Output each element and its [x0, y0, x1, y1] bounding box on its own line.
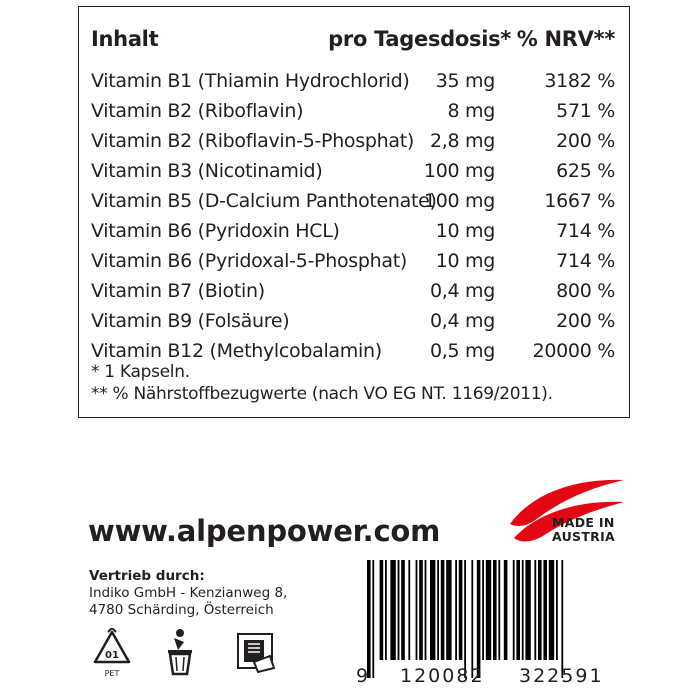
row-nrv: 714 % [556, 220, 615, 242]
barcode-left-digits: 120082 [400, 665, 485, 687]
distributor-line1: Indiko GmbH - Kenzianweg 8, [89, 585, 288, 601]
table-row [91, 276, 615, 306]
row-nrv: 200 % [556, 310, 615, 332]
barcode-first-digit: 9 [356, 665, 370, 687]
distributor-line2: 4780 Schärding, Österreich [89, 602, 274, 618]
row-nrv: 1667 % [544, 190, 615, 212]
row-name: Vitamin B9 (Folsäure) [91, 310, 290, 332]
table-row [91, 126, 615, 156]
table-row [91, 96, 615, 126]
row-name: Vitamin B3 (Nicotinamid) [91, 160, 323, 182]
row-nrv: 3182 % [544, 70, 615, 92]
distributor-label: Vertrieb durch: [89, 568, 205, 584]
pet-recycling-icon [89, 628, 135, 682]
row-nrv: 20000 % [532, 340, 615, 362]
row-dose: 0,5 mg [429, 340, 495, 362]
made-in-austria-label [552, 516, 615, 544]
recycling-code: 01 [105, 650, 119, 661]
row-dose: 2,8 mg [429, 130, 495, 152]
bin-disposal-icon [160, 628, 200, 678]
footnote-nrv: ** % Nährstoffbezugwerte (nach VO EG NT. 1169/2011). [91, 384, 553, 404]
row-nrv: 625 % [556, 160, 615, 182]
barcode-icon [355, 560, 635, 680]
table-row [91, 186, 615, 216]
table-row [91, 306, 615, 336]
made-in-line1: MADE IN [552, 515, 615, 530]
row-dose: 100 mg [423, 160, 495, 182]
row-dose: 100 mg [423, 190, 495, 212]
row-dose: 0,4 mg [429, 310, 495, 332]
row-nrv: 714 % [556, 250, 615, 272]
row-name: Vitamin B12 (Methylcobalamin) [91, 340, 382, 362]
row-dose: 35 mg [435, 70, 495, 92]
row-dose: 10 mg [435, 220, 495, 242]
table-row [91, 246, 615, 276]
row-name: Vitamin B6 (Pyridoxin HCL) [91, 220, 340, 242]
row-name: Vitamin B7 (Biotin) [91, 280, 265, 302]
header-nrv: % NRV** [516, 27, 615, 51]
made-in-line2: AUSTRIA [552, 529, 616, 544]
distributor-info [89, 568, 287, 619]
row-dose: 8 mg [447, 100, 495, 122]
table-row [91, 216, 615, 246]
header-title: Inhalt [91, 27, 159, 51]
row-name: Vitamin B2 (Riboflavin-5-Phosphat) [91, 130, 414, 152]
row-name: Vitamin B5 (D-Calcium Panthotenate) [91, 190, 437, 212]
row-nrv: 571 % [556, 100, 615, 122]
row-nrv: 200 % [556, 130, 615, 152]
nutrient-rows [91, 66, 615, 366]
paper-recycling-icon [234, 628, 278, 676]
barcode-right-digits: 322591 [519, 665, 604, 687]
row-name: Vitamin B1 (Thiamin Hydrochlorid) [91, 70, 410, 92]
row-name: Vitamin B6 (Pyridoxal-5-Phosphat) [91, 250, 407, 272]
recycling-material: PET [104, 669, 120, 678]
row-nrv: 800 % [556, 280, 615, 302]
row-dose: 10 mg [435, 250, 495, 272]
footnote-dose: * 1 Kapseln. [91, 362, 190, 382]
table-row [91, 156, 615, 186]
website-url: www.alpenpower.com [88, 514, 441, 548]
row-dose: 0,4 mg [429, 280, 495, 302]
header-dose: pro Tagesdosis* [328, 27, 511, 51]
nutrition-panel [78, 6, 630, 418]
table-row [91, 66, 615, 96]
row-name: Vitamin B2 (Riboflavin) [91, 100, 304, 122]
